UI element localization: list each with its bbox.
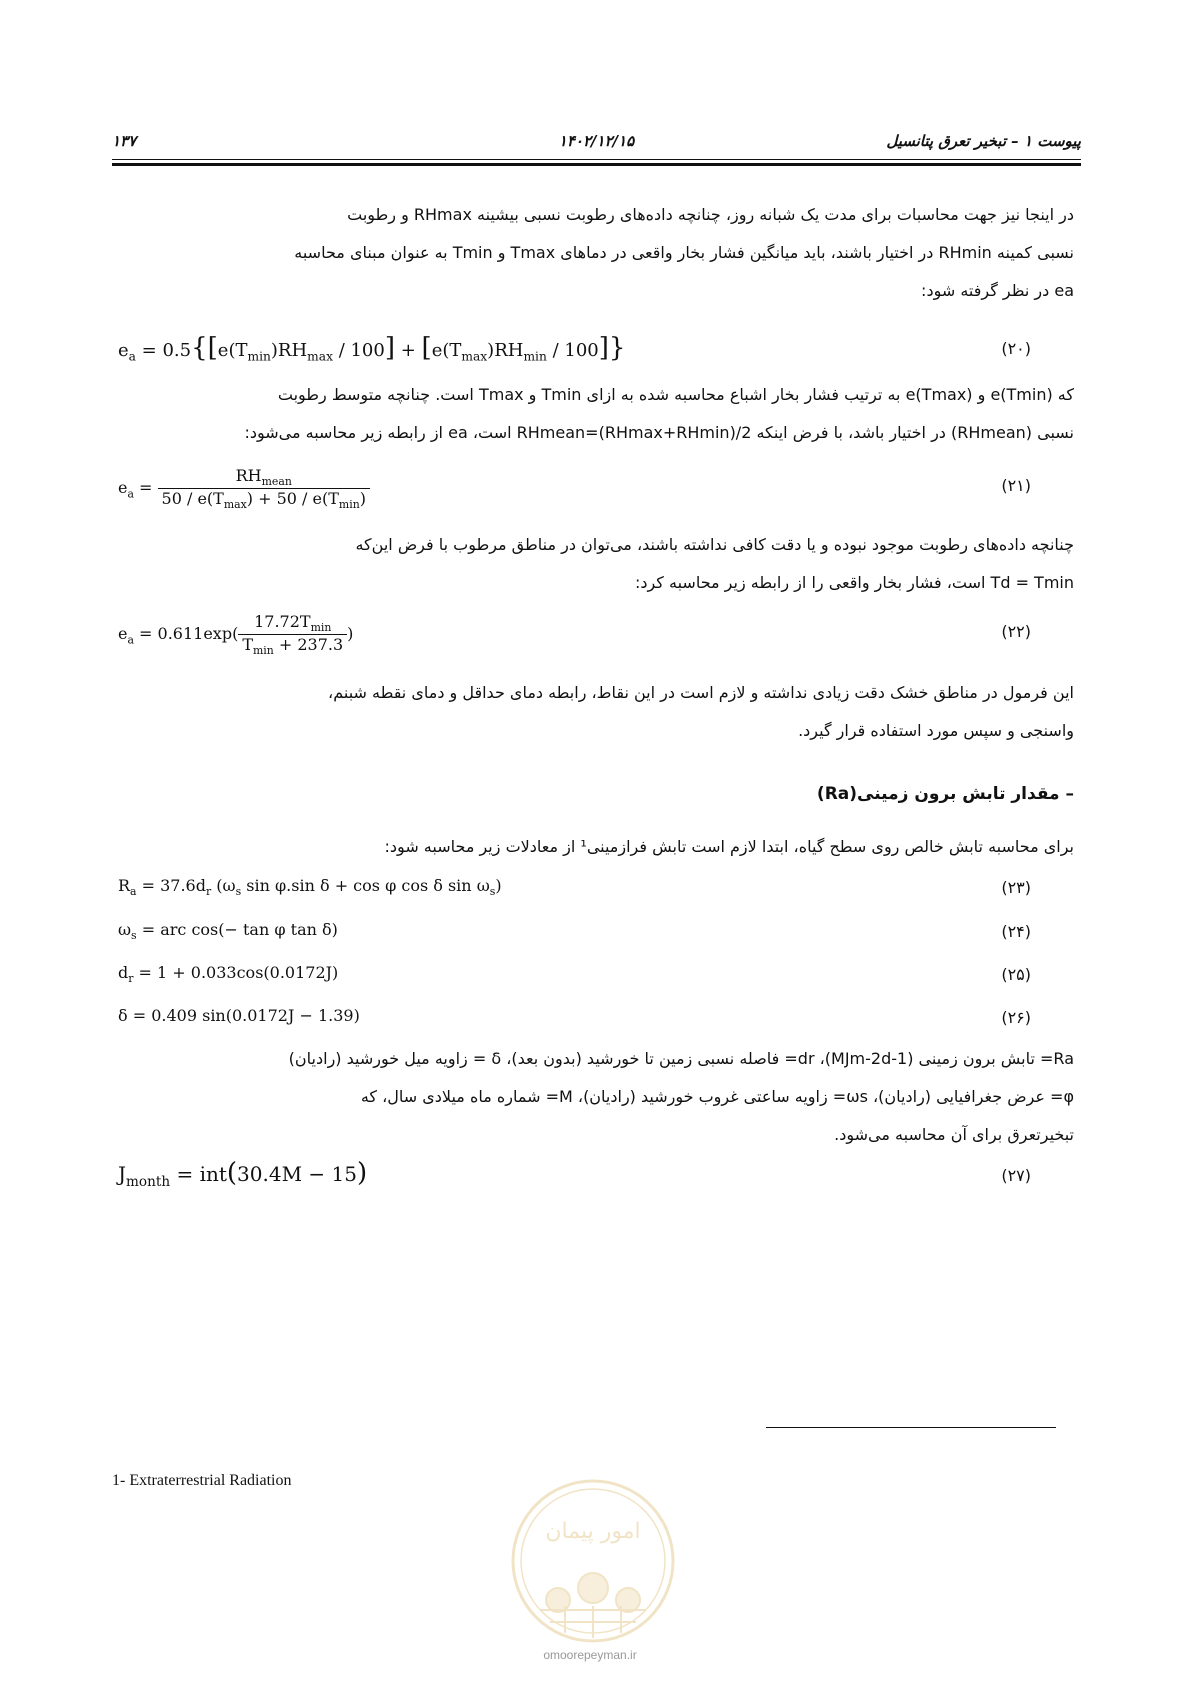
equation-24: $\omega_s$ = arc cos(− tan φ tan δ): [118, 920, 338, 943]
paragraph-3: [112, 526, 1074, 602]
paragraph-line: واسنجی و سپس مورد استفاده قرار گیرد.: [798, 721, 1074, 740]
header-date: ۱۴۰۲/۱۲/۱۵: [558, 132, 635, 150]
paragraph-line: φ= عرض جغرافیایی (رادیان)، ωs= زاویه ساعتی غروب خورشید (رادیان)، M= شماره ماه میلادی سال، که: [360, 1087, 1074, 1106]
equation-26: δ = 0.409 sin(0.0172J − 1.39): [118, 1006, 360, 1025]
equation-23: $R_a = 37.6d_r$ ($\omega_s$ sin φ.sin δ + cos φ cos δ $\sin \omega_s$): [118, 876, 502, 899]
header-page-number: ۱۳۷: [112, 132, 137, 150]
paragraph-line: تبخیرتعرق برای آن محاسبه می‌شود.: [834, 1125, 1074, 1144]
section-heading: – مقدار تابش برون زمینی(Ra): [816, 784, 1074, 804]
equation-27: $J_{month} = int(30.4M - 15)$: [118, 1158, 368, 1190]
equation-23-row: [112, 876, 1031, 916]
equation-number: (۲۴): [1001, 922, 1031, 941]
paragraph-line: برای محاسبه تابش خالص روی سطح گیاه، ابتدا لازم است تابش فرازمینی¹ از معادلات زیر محاسبه شود:: [384, 837, 1074, 856]
paragraph-6: [112, 1040, 1074, 1154]
equation-number: (۲۳): [1001, 878, 1031, 897]
equation-number: (۲۷): [1001, 1166, 1031, 1185]
equation-number: (۲۶): [1001, 1008, 1031, 1027]
header-rule-thick: [112, 163, 1081, 166]
equation-25: $d_r = 1 + 0.033\cos(0.0172J)$: [118, 963, 339, 986]
equation-22: $e_a = 0.611\exp$( $\frac{17.72T_{min}}{T_{min} + 237.3}$ ): [118, 612, 354, 658]
equation-number: (۲۲): [1001, 622, 1031, 641]
paragraph-line: این فرمول در مناطق خشک دقت زیادی نداشته و لازم است در این نقاط، رابطه دمای حداقل و دمای نقطه شبنم،: [328, 683, 1074, 702]
paragraph-1: [112, 196, 1074, 310]
paragraph-2: [112, 376, 1074, 452]
paragraph-line: نسبی (RHmean) در اختیار باشد، با فرض اینکه RHmean=(RHmax+RHmin)/2 است، ea از رابطه زیر محاسبه می‌شود:: [244, 423, 1074, 442]
equation-20-row: [112, 333, 1031, 373]
paragraph-line: ea در نظر گرفته شود:: [921, 281, 1074, 300]
paragraph-5: [112, 828, 1074, 866]
svg-text:امور پیمان: امور پیمان: [545, 1519, 641, 1544]
equation-27-row: [112, 1158, 1031, 1202]
equation-21: $e_a$ = $\frac{RH_{mean}}{50 / e(T_{max}) + 50 / e(T_{min})}$: [118, 466, 370, 511]
header-rule-thin: [112, 159, 1081, 160]
page-header: [112, 128, 1081, 158]
equation-24-row: [112, 920, 1031, 960]
watermark-logo: [510, 1478, 676, 1644]
footnote-rule: [766, 1427, 1056, 1428]
paragraph-line: Td = Tmin است، فشار بخار واقعی را از رابطه زیر محاسبه کرد:: [634, 573, 1074, 592]
equation-number: (۲۰): [1001, 339, 1031, 358]
equation-number: (۲۱): [1001, 476, 1031, 495]
paragraph-line: که (e(Tmin و (e(Tmax به ترتیب فشار بخار اشباع محاسبه شده به ازای Tmin و Tmax است. چنانچه متوسط رطوبت: [277, 385, 1074, 404]
equation-25-row: [112, 963, 1031, 1003]
equation-22-row: [112, 612, 1031, 662]
equation-21-row: [112, 466, 1031, 516]
header-title: پیوست ۱ – تبخیر تعرق پتانسیل: [886, 132, 1081, 150]
equation-20: $e_a = 0.5\{[e(T_{min})RH_{max} / 100] + [e(T_{max})RH_{min} / 100]\}$: [118, 333, 626, 364]
equation-number: (۲۵): [1001, 965, 1031, 984]
paragraph-line: چنانچه داده‌های رطوبت موجود نبوده و یا دقت کافی نداشته باشند، می‌توان در مناطق مرطوب با فرض این‌که: [355, 535, 1074, 554]
footnote: 1- Extraterrestrial Radiation: [112, 1472, 292, 1489]
paragraph-4: [112, 674, 1074, 750]
paragraph-line: نسبی کمینه RHmin در اختیار باشند، باید میانگین فشار بخار واقعی در دماهای Tmax و Tmin به عنوان مبنای محاسبه: [294, 243, 1074, 262]
paragraph-line: در اینجا نیز جهت محاسبات برای مدت یک شبانه روز، چنانچه داده‌های رطوبت نسبی بیشینه RHmax و رطوبت: [347, 205, 1074, 224]
watermark-site: omoorepeyman.ir: [543, 1648, 637, 1662]
paragraph-line: Ra= تابش برون زمینی (MJm-2d-1)، dr= فاصله نسبی زمین تا خورشید (بدون بعد)، δ = زاویه میل خورشید (رادیان): [288, 1049, 1074, 1068]
